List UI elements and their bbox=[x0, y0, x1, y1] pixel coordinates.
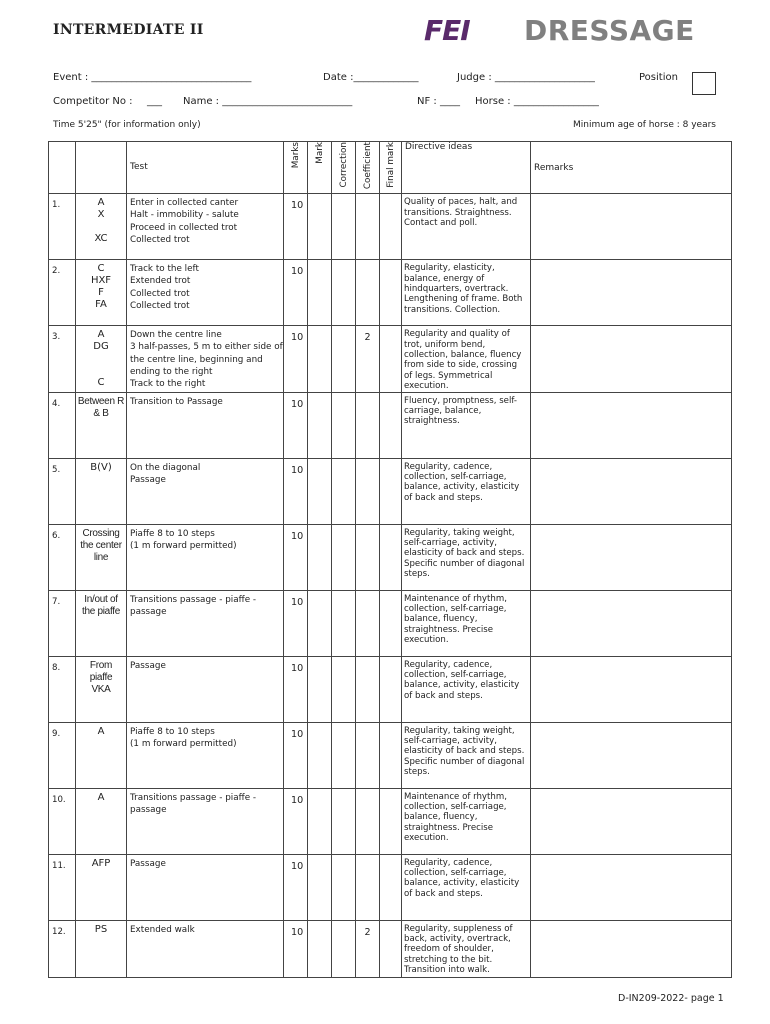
test-description: Piaffe 8 to 10 steps (1 m forward permitted) bbox=[127, 524, 284, 590]
remarks-input[interactable] bbox=[531, 854, 732, 920]
row-number: 3. bbox=[49, 326, 76, 392]
mark-input[interactable] bbox=[308, 920, 332, 977]
mark-input[interactable] bbox=[308, 590, 332, 656]
row-number: 12. bbox=[49, 920, 76, 977]
mark-input[interactable] bbox=[308, 458, 332, 524]
table-row bbox=[49, 524, 732, 590]
correction-input[interactable] bbox=[332, 392, 356, 458]
row-number: 9. bbox=[49, 722, 76, 788]
header-correction bbox=[332, 142, 356, 194]
header-remarks: Remarks bbox=[531, 142, 732, 194]
horse-field[interactable]: Horse : _________________ bbox=[475, 96, 599, 107]
final-mark-input[interactable] bbox=[380, 854, 402, 920]
mark-input[interactable] bbox=[308, 722, 332, 788]
header-marks-label: Marks bbox=[290, 142, 301, 169]
coefficient-value bbox=[356, 656, 380, 722]
test-description: Enter in collected canter Halt - immobility - salute Proceed in collected trot Collected trot bbox=[127, 194, 284, 260]
remarks-input[interactable] bbox=[531, 524, 732, 590]
final-mark-input[interactable] bbox=[380, 524, 402, 590]
final-mark-input[interactable] bbox=[380, 788, 402, 854]
marks-value: 10 bbox=[284, 194, 308, 260]
coefficient-value bbox=[356, 524, 380, 590]
header-directive: Directive ideas bbox=[402, 142, 531, 194]
table-row bbox=[49, 920, 732, 977]
movement-letters: A bbox=[76, 788, 127, 854]
final-mark-input[interactable] bbox=[380, 722, 402, 788]
test-description: Extended walk bbox=[127, 920, 284, 977]
row-number: 8. bbox=[49, 656, 76, 722]
table-row bbox=[49, 722, 732, 788]
table-row bbox=[49, 854, 732, 920]
marks-value: 10 bbox=[284, 920, 308, 977]
movement-letters: PS bbox=[76, 920, 127, 977]
movement-letters: B(V) bbox=[76, 458, 127, 524]
table-row bbox=[49, 656, 732, 722]
remarks-input[interactable] bbox=[531, 458, 732, 524]
remarks-input[interactable] bbox=[531, 920, 732, 977]
header-marks bbox=[284, 142, 308, 194]
movement-letters: Between R & B bbox=[76, 392, 127, 458]
final-mark-input[interactable] bbox=[380, 326, 402, 392]
header-test: Test bbox=[127, 142, 284, 194]
directive-ideas: Maintenance of rhythm, collection, self-carriage, balance, fluency, straightness. Precise execution. bbox=[402, 788, 531, 854]
marks-value: 10 bbox=[284, 656, 308, 722]
remarks-input[interactable] bbox=[531, 590, 732, 656]
mark-input[interactable] bbox=[308, 326, 332, 392]
row-number: 6. bbox=[49, 524, 76, 590]
test-description: Track to the left Extended trot Collected trot Collected trot bbox=[127, 260, 284, 326]
correction-input[interactable] bbox=[332, 194, 356, 260]
movement-letters: A X XC bbox=[76, 194, 127, 260]
correction-input[interactable] bbox=[332, 722, 356, 788]
row-number: 4. bbox=[49, 392, 76, 458]
correction-input[interactable] bbox=[332, 656, 356, 722]
position-label: Position bbox=[639, 72, 678, 83]
directive-ideas: Regularity, cadence, collection, self-carriage, balance, activity, elasticity of back and steps. bbox=[402, 854, 531, 920]
movement-letters: C HXF F FA bbox=[76, 260, 127, 326]
table-row bbox=[49, 590, 732, 656]
final-mark-input[interactable] bbox=[380, 260, 402, 326]
row-number: 5. bbox=[49, 458, 76, 524]
final-mark-input[interactable] bbox=[380, 590, 402, 656]
correction-input[interactable] bbox=[332, 260, 356, 326]
row-number: 7. bbox=[49, 590, 76, 656]
coefficient-value bbox=[356, 854, 380, 920]
test-description: Passage bbox=[127, 854, 284, 920]
movement-letters: In/out of the piaffe bbox=[76, 590, 127, 656]
final-mark-input[interactable] bbox=[380, 392, 402, 458]
row-number: 1. bbox=[49, 194, 76, 260]
correction-input[interactable] bbox=[332, 524, 356, 590]
table-row bbox=[49, 392, 732, 458]
movement-letters: A DG C bbox=[76, 326, 127, 392]
coefficient-value bbox=[356, 458, 380, 524]
mark-input[interactable] bbox=[308, 392, 332, 458]
mark-input[interactable] bbox=[308, 788, 332, 854]
test-description: Transitions passage - piaffe - passage bbox=[127, 590, 284, 656]
header-final-mark bbox=[380, 142, 402, 194]
remarks-input[interactable] bbox=[531, 656, 732, 722]
time-note: Time 5'25" (for information only) bbox=[53, 120, 201, 130]
final-mark-input[interactable] bbox=[380, 920, 402, 977]
movement-letters: AFP bbox=[76, 854, 127, 920]
coefficient-value bbox=[356, 788, 380, 854]
marks-value: 10 bbox=[284, 260, 308, 326]
header-correction-label: Correction bbox=[338, 142, 349, 188]
header-coefficient-label: Coefficient bbox=[362, 142, 373, 190]
correction-input[interactable] bbox=[332, 788, 356, 854]
coefficient-value: 2 bbox=[356, 326, 380, 392]
directive-ideas: Quality of paces, halt, and transitions. Straightness. Contact and poll. bbox=[402, 194, 531, 260]
test-description: Transition to Passage bbox=[127, 392, 284, 458]
coefficient-value bbox=[356, 722, 380, 788]
dressage-logo-text: DRESSAGE bbox=[524, 14, 695, 47]
mark-input[interactable] bbox=[308, 194, 332, 260]
directive-ideas: Fluency, promptness, self-carriage, balance, straightness. bbox=[402, 392, 531, 458]
table-row bbox=[49, 326, 732, 392]
header-num bbox=[49, 142, 76, 194]
directive-ideas: Regularity, taking weight, self-carriage, activity, elasticity of back and steps. Specific number of diagonal steps. bbox=[402, 722, 531, 788]
correction-input[interactable] bbox=[332, 458, 356, 524]
table-row bbox=[49, 260, 732, 326]
judge-field[interactable]: Judge : ____________________ bbox=[457, 72, 595, 83]
header-mark-label: Mark bbox=[314, 142, 325, 164]
movement-letters: Crossing the center line bbox=[76, 524, 127, 590]
mark-input[interactable] bbox=[308, 524, 332, 590]
remarks-input[interactable] bbox=[531, 326, 732, 392]
table-row bbox=[49, 458, 732, 524]
directive-ideas: Regularity, cadence, collection, self-carriage, balance, activity, elasticity of back and steps. bbox=[402, 458, 531, 524]
row-number: 2. bbox=[49, 260, 76, 326]
directive-ideas: Maintenance of rhythm, collection, self-carriage, balance, fluency, straightness. Precise execution. bbox=[402, 590, 531, 656]
test-description: Down the centre line 3 half-passes, 5 m to either side of the centre line, beginning and ending to the right Track to the right bbox=[127, 326, 284, 392]
directive-ideas: Regularity and quality of trot, uniform bend, collection, balance, fluency from side to side, crossing of legs. Symmetrical execution. bbox=[402, 326, 531, 392]
row-number: 11. bbox=[49, 854, 76, 920]
test-description: Passage bbox=[127, 656, 284, 722]
competitor-label: Competitor No : bbox=[53, 96, 133, 107]
correction-input[interactable] bbox=[332, 326, 356, 392]
marks-value: 10 bbox=[284, 392, 308, 458]
directive-ideas: Regularity, taking weight, self-carriage, activity, elasticity of back and steps. Specific number of diagonal steps. bbox=[402, 524, 531, 590]
header-mark bbox=[308, 142, 332, 194]
table-row bbox=[49, 194, 732, 260]
final-mark-input[interactable] bbox=[380, 458, 402, 524]
coefficient-value bbox=[356, 392, 380, 458]
fei-logo-text: FEI bbox=[424, 14, 470, 47]
final-mark-input[interactable] bbox=[380, 194, 402, 260]
test-description: Piaffe 8 to 10 steps (1 m forward permitted) bbox=[127, 722, 284, 788]
final-mark-input[interactable] bbox=[380, 656, 402, 722]
directive-ideas: Regularity, elasticity, balance, energy of hindquarters, overtrack. Lengthening of frame. Both transitions. Collection. bbox=[402, 260, 531, 326]
mark-input[interactable] bbox=[308, 260, 332, 326]
test-description: Transitions passage - piaffe - passage bbox=[127, 788, 284, 854]
table-row bbox=[49, 788, 732, 854]
coefficient-value bbox=[356, 260, 380, 326]
position-box[interactable] bbox=[692, 72, 716, 95]
score-table bbox=[48, 141, 732, 978]
movement-letters: A bbox=[76, 722, 127, 788]
marks-value: 10 bbox=[284, 854, 308, 920]
table-header-row bbox=[49, 142, 732, 194]
test-description: On the diagonal Passage bbox=[127, 458, 284, 524]
row-number: 10. bbox=[49, 788, 76, 854]
coefficient-value bbox=[356, 590, 380, 656]
mark-input[interactable] bbox=[308, 854, 332, 920]
min-age-note: Minimum age of horse : 8 years bbox=[573, 120, 716, 130]
test-title: INTERMEDIATE II bbox=[53, 22, 204, 38]
header-movement bbox=[76, 142, 127, 194]
competitor-field[interactable]: ___ bbox=[147, 96, 162, 107]
page-footer: D-IN209-2022- page 1 bbox=[618, 993, 724, 1004]
marks-value: 10 bbox=[284, 722, 308, 788]
name-field[interactable]: Name : __________________________ bbox=[183, 96, 353, 107]
correction-input[interactable] bbox=[332, 854, 356, 920]
remarks-input[interactable] bbox=[531, 722, 732, 788]
event-field[interactable]: Event : ________________________________ bbox=[53, 72, 252, 83]
marks-value: 10 bbox=[284, 458, 308, 524]
coefficient-value: 2 bbox=[356, 920, 380, 977]
marks-value: 10 bbox=[284, 590, 308, 656]
marks-value: 10 bbox=[284, 524, 308, 590]
marks-value: 10 bbox=[284, 788, 308, 854]
header-coefficient bbox=[356, 142, 380, 194]
header-final-mark-label: Final mark bbox=[385, 142, 396, 188]
coefficient-value bbox=[356, 194, 380, 260]
correction-input[interactable] bbox=[332, 920, 356, 977]
marks-value: 10 bbox=[284, 326, 308, 392]
remarks-input[interactable] bbox=[531, 392, 732, 458]
movement-letters: From piaffe VKA bbox=[76, 656, 127, 722]
date-field[interactable]: Date :_____________ bbox=[323, 72, 419, 83]
fei-dressage-logo bbox=[424, 12, 734, 52]
directive-ideas: Regularity, cadence, collection, self-carriage, balance, activity, elasticity of back and steps. bbox=[402, 656, 531, 722]
remarks-input[interactable] bbox=[531, 194, 732, 260]
nf-field[interactable]: NF : ____ bbox=[417, 96, 460, 107]
mark-input[interactable] bbox=[308, 656, 332, 722]
directive-ideas: Regularity, suppleness of back, activity, overtrack, freedom of shoulder, stretching to the bit. Transition into walk. bbox=[402, 920, 531, 977]
remarks-input[interactable] bbox=[531, 788, 732, 854]
remarks-input[interactable] bbox=[531, 260, 732, 326]
correction-input[interactable] bbox=[332, 590, 356, 656]
